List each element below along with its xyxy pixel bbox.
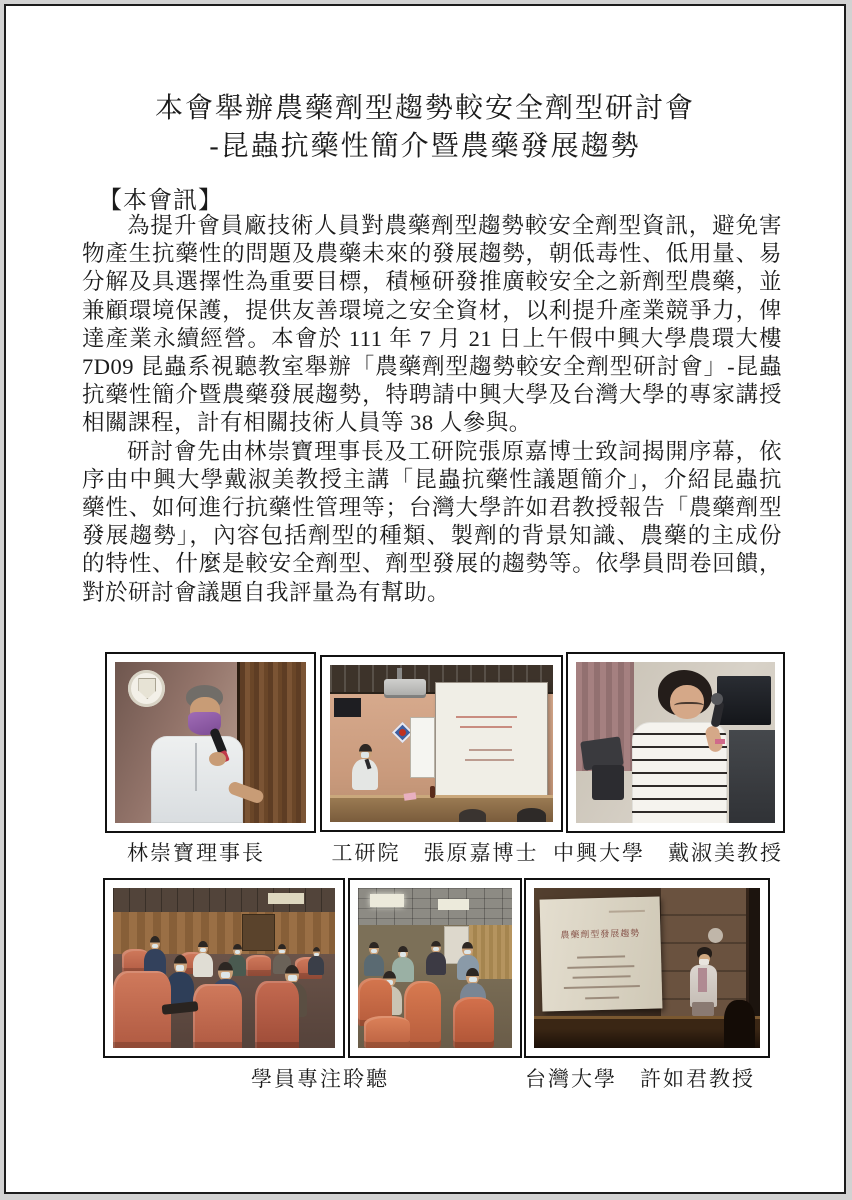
- chair-shape: [246, 955, 270, 976]
- page-title-line2: -昆蟲抗藥性簡介暨農藥發展趨勢: [209, 131, 641, 162]
- wall-monitor: [334, 698, 361, 717]
- ceiling-projector: [384, 679, 426, 698]
- emblem-shield-icon: [138, 678, 156, 699]
- laptop-screen: [717, 676, 771, 724]
- projection-screen: [539, 896, 662, 1011]
- caption-audience: 學員專注聆聽: [251, 1067, 389, 1091]
- caption-nchu-tai: 中興大學 戴淑美教授: [553, 841, 783, 865]
- man-hand: [209, 752, 226, 766]
- slide-text-line: [567, 965, 634, 969]
- glasses: [674, 702, 704, 711]
- slide-text-line: [469, 749, 511, 751]
- chair-shape: [453, 997, 493, 1048]
- person-torso: [308, 956, 324, 975]
- chair-shape: [255, 981, 299, 1048]
- slide-text-line: [456, 716, 517, 718]
- photo-nchu-tai-speaking: [576, 662, 775, 823]
- projection-screen: [435, 682, 549, 802]
- ceiling-light: [438, 899, 469, 910]
- audience-head-silhouette: [517, 808, 546, 822]
- photo-audience-listening-rows: [358, 888, 512, 1048]
- slide-text-line: [585, 996, 619, 999]
- ceiling-light: [370, 894, 404, 907]
- ceiling-light: [268, 893, 304, 904]
- photo-audience-listening-wide: [113, 888, 335, 1048]
- caption-chairman-lin: 林崇寶理事長: [127, 841, 265, 865]
- photo-itri-chang-presenting: [330, 665, 553, 822]
- slide-text-line: [563, 985, 640, 989]
- paragraph-1: 為提升會員廠技術人員對農藥劑型趨勢較安全劑型資訊，避免害物產生抗藥性的問題及農藥未來的發展趨勢，朝低毒性、低用量、易分解及具選擇性為重要目標，積極研發推廣較安全之新劑型農藥，並兼顧環境保護，提供友善環境之安全資材，以利提升產業競爭力，俾達產業永續經營。本會於 111 年 7 月 21 日上午假中興大學農環大樓 7D09 昆蟲系視聽教室舉辦「農藥劑型趨勢較安全劑型研討會」-昆蟲抗藥性簡介暨農藥發展趨勢，特聘請中興大學及台灣大學的專家講授相關課程，計有相關技術人員等 38 人參與。: [82, 213, 782, 436]
- audience-head-silhouette: [459, 809, 486, 822]
- article-body: [82, 212, 782, 607]
- shirt-placket-line: [195, 743, 197, 791]
- section-label: 【本會訊】: [98, 188, 223, 214]
- page-title: [6, 90, 844, 166]
- whiteboard: [410, 717, 434, 779]
- woman-skirt: [692, 1002, 714, 1016]
- caption-ntu-hsu: 台灣大學 許如君教授: [525, 1067, 755, 1091]
- microphone-head: [711, 693, 723, 705]
- photo-chairman-lin-speaking: [115, 662, 306, 823]
- attendee-figure: [144, 936, 166, 976]
- page-title-line1: 本會舉辦農藥劑型趨勢較安全劑型研討會: [154, 93, 695, 124]
- chair-shape: [364, 1016, 410, 1048]
- podium: [729, 730, 775, 823]
- pink-wristband: [715, 739, 725, 744]
- photo-frame-nchu-tai: [566, 652, 785, 833]
- chair-shape: [193, 984, 242, 1048]
- photo-ntu-hsu-presenting: [534, 888, 760, 1048]
- attendee-figure: [308, 947, 324, 975]
- floral-blouse: [698, 968, 707, 992]
- photo-frame-chairman-lin: [105, 652, 316, 833]
- slide-text-line: [609, 910, 645, 913]
- slide-text-line: [460, 726, 511, 728]
- association-logo-dot: [397, 727, 407, 737]
- photo-frame-audience-center: [348, 878, 522, 1058]
- chair-silhouette: [724, 1000, 756, 1048]
- slide-text-line: [572, 975, 630, 979]
- caption-itri-chang: 工研院 張原嘉博士: [331, 841, 539, 865]
- paragraph-2: 研討會先由林崇寶理事長及工研院張原嘉博士致詞揭開序幕，依序由中興大學戴淑美教授主講「昆蟲抗藥性議題簡介」，介紹昆蟲抗藥性、如何進行抗藥性管理等；台灣大學許如君教授報告「農藥劑型發展趨勢」，內容包括劑型的種類、製劑的背景知識、農藥的主成份的特性、什麼是較安全劑型、劑型發展的趨勢等。依學員問卷回饋，對於研討會議題自我評量為有幫助。: [82, 438, 782, 605]
- photo-frame-itri-chang: [320, 655, 563, 832]
- slide-text-line: [577, 955, 625, 958]
- document-page: [4, 4, 846, 1194]
- person-torso: [426, 952, 446, 975]
- hall-door: [242, 914, 275, 951]
- speaker-figure: [352, 744, 378, 790]
- wall-emblem-logo: [708, 928, 723, 943]
- photo-frame-ntu-hsu: [524, 878, 770, 1058]
- equipment-case: [592, 765, 624, 800]
- attendee-figure: [426, 941, 446, 975]
- slide-text-line: [465, 759, 514, 761]
- photo-frame-audience-left: [103, 878, 345, 1058]
- slide-title: 農藥劑型發展趨勢: [560, 927, 641, 940]
- drink-bottle: [430, 786, 435, 798]
